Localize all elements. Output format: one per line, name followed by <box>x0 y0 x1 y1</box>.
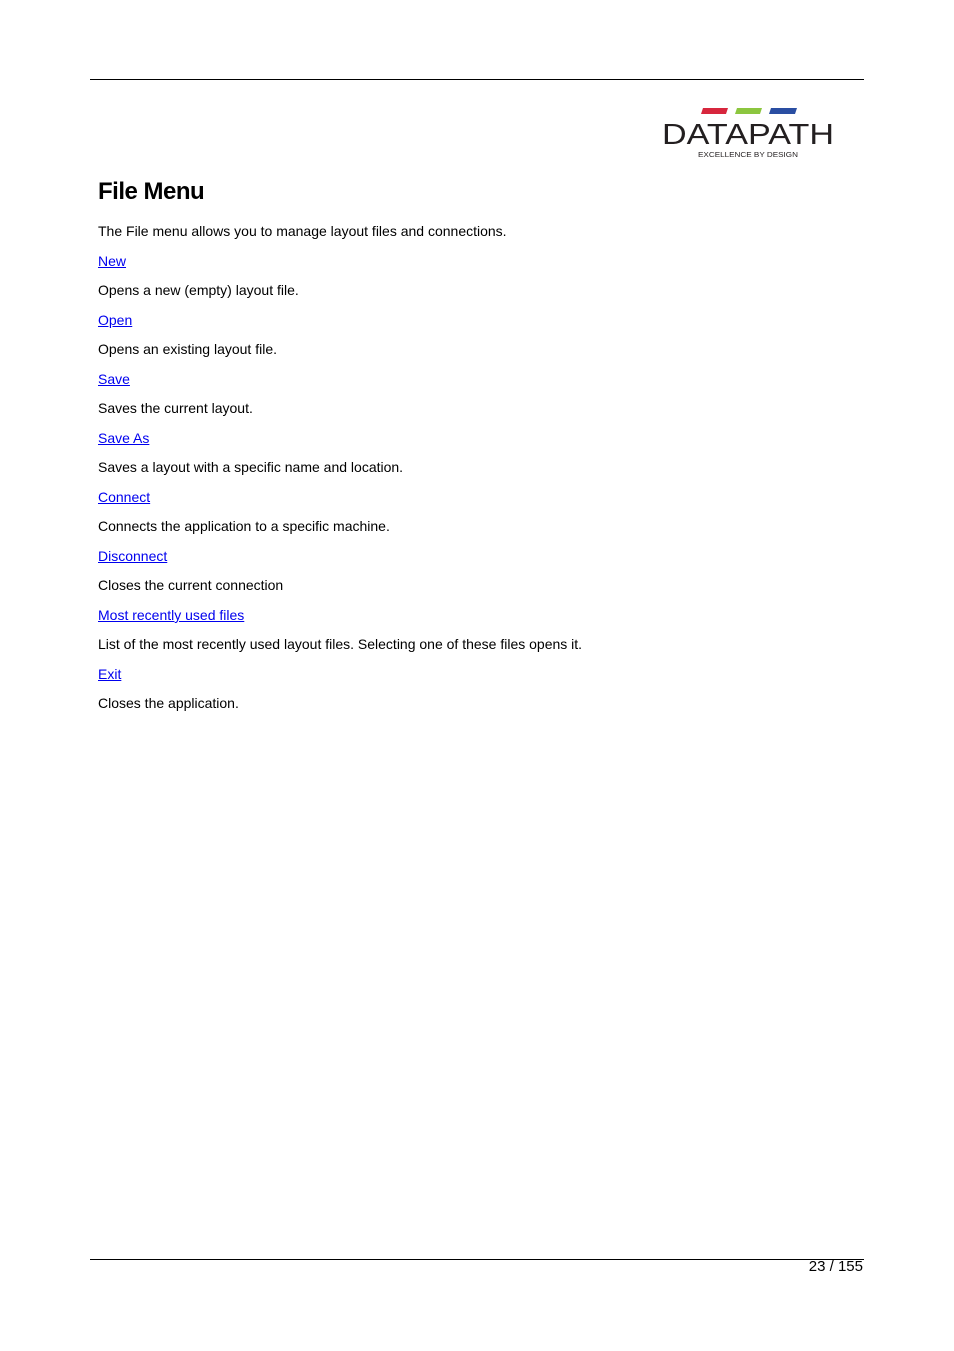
footer-rule <box>90 1259 864 1260</box>
item-description: List of the most recently used layout files. Selecting one of these files opens it. <box>98 636 583 652</box>
list-item <box>98 312 838 371</box>
link-open[interactable]: Open <box>98 312 133 328</box>
header-rule <box>90 79 864 80</box>
menu-item-list-body <box>98 253 838 725</box>
logo-stripe-red <box>701 108 728 114</box>
intro-text: The File menu allows you to manage layout files and connections. <box>98 223 507 239</box>
list-item <box>98 548 838 607</box>
link-exit[interactable]: Exit <box>98 666 122 682</box>
list-item <box>98 489 838 548</box>
list-item <box>98 607 838 666</box>
item-description: Closes the current connection <box>98 577 284 593</box>
page-number: 23 / 155 <box>808 1258 863 1275</box>
list-item <box>98 430 838 489</box>
logo-tagline: EXCELLENCE BY DESIGN <box>698 152 798 159</box>
item-description: Saves the current layout. <box>98 400 253 416</box>
logo-stripe-blue <box>769 108 797 114</box>
datapath-logo-graphic <box>660 106 836 162</box>
item-description: Opens an existing layout file. <box>98 341 277 357</box>
logo-stripe-green <box>735 108 762 114</box>
list-item <box>98 371 838 430</box>
link-most-recently-used-files[interactable]: Most recently used files <box>98 607 245 623</box>
list-item <box>98 253 838 312</box>
link-save[interactable]: Save <box>98 371 130 387</box>
item-description: Connects the application to a specific machine. <box>98 518 390 534</box>
item-description: Saves a layout with a specific name and location. <box>98 459 404 475</box>
page-title: File Menu <box>98 178 205 205</box>
link-new[interactable]: New <box>98 253 127 269</box>
datapath-logo <box>660 106 836 162</box>
item-description: Opens a new (empty) layout file. <box>98 282 299 298</box>
logo-wordmark: DATAPATH <box>662 119 834 151</box>
link-disconnect[interactable]: Disconnect <box>98 548 168 564</box>
link-save-as[interactable]: Save As <box>98 430 150 446</box>
item-description: Closes the application. <box>98 695 239 711</box>
list-item <box>98 666 838 725</box>
link-connect[interactable]: Connect <box>98 489 151 505</box>
